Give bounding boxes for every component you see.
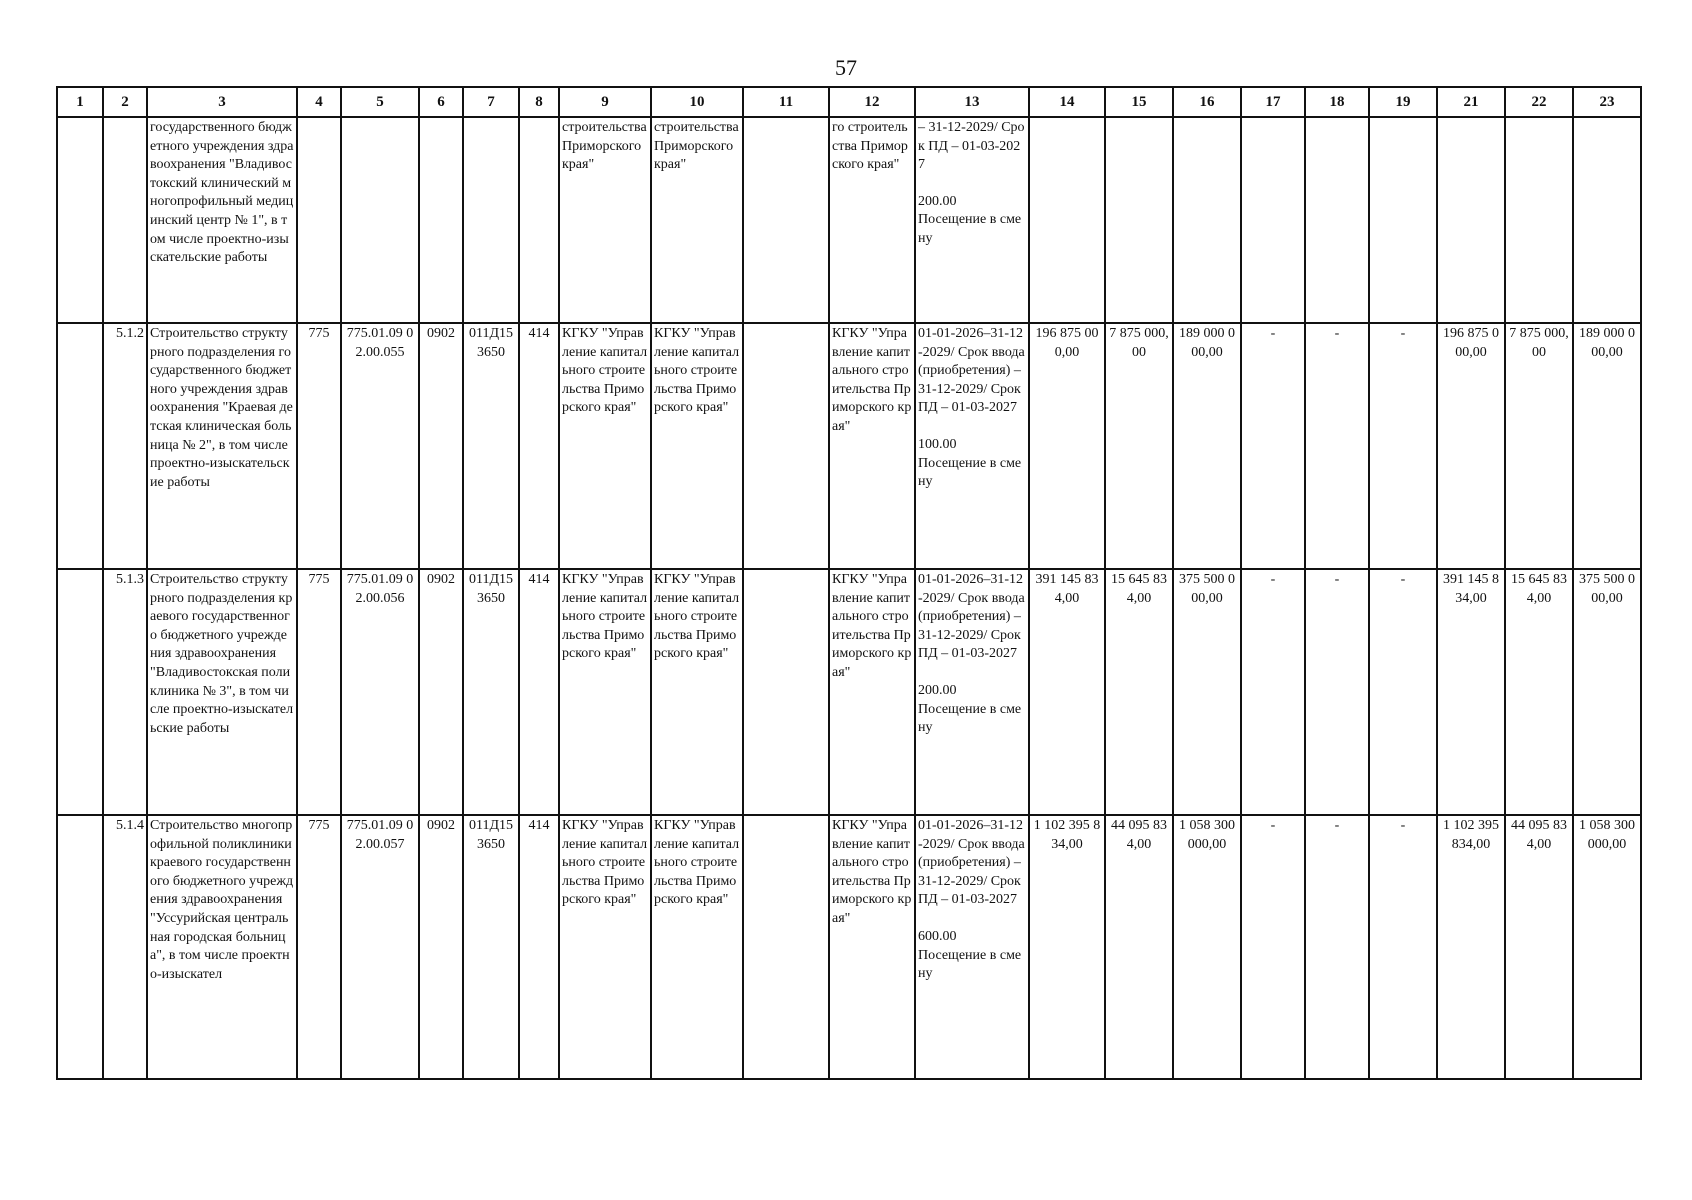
cell-15 xyxy=(1105,117,1173,323)
capacity-value: 200.00 xyxy=(918,193,957,209)
cell-13 xyxy=(915,323,1029,569)
cell-13 xyxy=(915,117,1029,323)
cell-6: 0902 xyxy=(419,323,463,569)
capacity-unit: Посещение в смену xyxy=(918,455,1022,490)
cell-14: 196 875 000,00 xyxy=(1029,323,1105,569)
column-header: 18 xyxy=(1305,87,1369,117)
cell-12: го строительства Приморского края" xyxy=(829,117,915,323)
column-header: 5 xyxy=(341,87,419,117)
cell-4: 775 xyxy=(297,569,341,815)
capacity-value: 200.00 xyxy=(918,682,957,698)
column-header: 14 xyxy=(1029,87,1105,117)
cell-index xyxy=(57,815,103,1079)
cell-object-name: государственного бюджетного учреждения здравоохранения "Владивостокский клинический многопрофильный медицинский центр № 1", в том числе проектно-изыскательские работы xyxy=(147,117,297,323)
cell-17: - xyxy=(1241,323,1305,569)
cell-object-name: Строительство структурного подразделения государственного бюджетного учреждения здравоохранения "Краевая детская клиническая больница № 2", в том числе проектно-изыскательские работы xyxy=(147,323,297,569)
cell-6 xyxy=(419,117,463,323)
column-header: 4 xyxy=(297,87,341,117)
capacity-unit: Посещение в смену xyxy=(918,947,1022,982)
cell-11 xyxy=(743,117,829,323)
term-dates: 01-01-2026–31-12-2029/ Срок ввода (приобретения) – 31-12-2029/ Срок ПД – 01-03-2027 xyxy=(918,818,1025,908)
cell-9: КГКУ "Управление капитального строительства Приморского края" xyxy=(559,815,651,1079)
cell-9: КГКУ "Управление капитального строительства Приморского края" xyxy=(559,569,651,815)
column-header: 16 xyxy=(1173,87,1241,117)
cell-19 xyxy=(1369,117,1437,323)
cell-18: - xyxy=(1305,569,1369,815)
page-number: 57 xyxy=(835,55,857,80)
cell-15: 15 645 834,00 xyxy=(1105,569,1173,815)
cell-14: 1 102 395 834,00 xyxy=(1029,815,1105,1079)
column-header: 19 xyxy=(1369,87,1437,117)
cell-7 xyxy=(463,117,519,323)
capacity-unit: Посещение в смену xyxy=(918,701,1022,736)
cell-22: 7 875 000,00 xyxy=(1505,323,1573,569)
cell-11 xyxy=(743,323,829,569)
header-row xyxy=(57,87,1641,117)
cell-number xyxy=(103,117,147,323)
cell-19: - xyxy=(1369,569,1437,815)
column-header: 3 xyxy=(147,87,297,117)
cell-13 xyxy=(915,815,1029,1079)
cell-22: 15 645 834,00 xyxy=(1505,569,1573,815)
cell-21: 1 102 395 834,00 xyxy=(1437,815,1505,1079)
cell-10: КГКУ "Управление капитального строительства Приморского края" xyxy=(651,323,743,569)
cell-6: 0902 xyxy=(419,815,463,1079)
cell-23: 375 500 000,00 xyxy=(1573,569,1641,815)
column-header: 8 xyxy=(519,87,559,117)
cell-19: - xyxy=(1369,323,1437,569)
cell-23: 189 000 000,00 xyxy=(1573,323,1641,569)
cell-index xyxy=(57,323,103,569)
column-header: 22 xyxy=(1505,87,1573,117)
cell-22 xyxy=(1505,117,1573,323)
column-header: 13 xyxy=(915,87,1029,117)
cell-5 xyxy=(341,117,419,323)
cell-10: строительства Приморского края" xyxy=(651,117,743,323)
cell-object-name: Строительство многопрофильной поликлиники краевого государственного бюджетного учреждения здравоохранения "Уссурийская центральная городская больница", в том числе проектно-изыскател xyxy=(147,815,297,1079)
cell-5: 775.01.09 02.00.055 xyxy=(341,323,419,569)
cell-21: 196 875 000,00 xyxy=(1437,323,1505,569)
cell-9: КГКУ "Управление капитального строительства Приморского края" xyxy=(559,323,651,569)
term-dates: – 31-12-2029/ Срок ПД – 01-03-2027 xyxy=(918,120,1025,173)
cell-index xyxy=(57,569,103,815)
cell-number: 5.1.4 xyxy=(103,815,147,1079)
table-row xyxy=(57,117,1641,323)
cell-17: - xyxy=(1241,815,1305,1079)
cell-22: 44 095 834,00 xyxy=(1505,815,1573,1079)
column-header: 17 xyxy=(1241,87,1305,117)
cell-8: 414 xyxy=(519,569,559,815)
cell-12: КГКУ "Управление капитального строительства Приморского края" xyxy=(829,323,915,569)
cell-index xyxy=(57,117,103,323)
term-dates: 01-01-2026–31-12-2029/ Срок ввода (приобретения) – 31-12-2029/ Срок ПД – 01-03-2027 xyxy=(918,572,1025,662)
cell-21 xyxy=(1437,117,1505,323)
cell-object-name: Строительство структурного подразделения краевого государственного бюджетного учреждения здравоохранения "Владивостокская поликлиника № 3", в том числе проектно-изыскательские работы xyxy=(147,569,297,815)
cell-5: 775.01.09 02.00.056 xyxy=(341,569,419,815)
cell-5: 775.01.09 02.00.057 xyxy=(341,815,419,1079)
cell-15: 7 875 000,00 xyxy=(1105,323,1173,569)
cell-10: КГКУ "Управление капитального строительства Приморского края" xyxy=(651,569,743,815)
cell-7: 011Д15 3650 xyxy=(463,815,519,1079)
cell-number: 5.1.3 xyxy=(103,569,147,815)
cell-18: - xyxy=(1305,815,1369,1079)
cell-4: 775 xyxy=(297,815,341,1079)
cell-17: - xyxy=(1241,569,1305,815)
cell-10: КГКУ "Управление капитального строительства Приморского края" xyxy=(651,815,743,1079)
column-header: 11 xyxy=(743,87,829,117)
cell-23 xyxy=(1573,117,1641,323)
cell-12: КГКУ "Управление капитального строительства Приморского края" xyxy=(829,815,915,1079)
table-row xyxy=(57,569,1641,815)
cell-14 xyxy=(1029,117,1105,323)
cell-6: 0902 xyxy=(419,569,463,815)
table-row xyxy=(57,815,1641,1079)
cell-16: 1 058 300 000,00 xyxy=(1173,815,1241,1079)
cell-21: 391 145 834,00 xyxy=(1437,569,1505,815)
column-header: 7 xyxy=(463,87,519,117)
cell-11 xyxy=(743,815,829,1079)
cell-18 xyxy=(1305,117,1369,323)
cell-12: КГКУ "Управление капитального строительства Приморского края" xyxy=(829,569,915,815)
cell-16: 189 000 000,00 xyxy=(1173,323,1241,569)
column-header: 10 xyxy=(651,87,743,117)
capacity-unit: Посещение в смену xyxy=(918,212,1022,246)
capacity-value: 600.00 xyxy=(918,928,957,944)
cell-8: 414 xyxy=(519,815,559,1079)
cell-8 xyxy=(519,117,559,323)
cell-7: 011Д15 3650 xyxy=(463,323,519,569)
cell-8: 414 xyxy=(519,323,559,569)
table-row xyxy=(57,323,1641,569)
column-header: 21 xyxy=(1437,87,1505,117)
cell-16 xyxy=(1173,117,1241,323)
column-header: 2 xyxy=(103,87,147,117)
cell-4 xyxy=(297,117,341,323)
column-header: 15 xyxy=(1105,87,1173,117)
budget-table xyxy=(56,86,1642,1080)
cell-number: 5.1.2 xyxy=(103,323,147,569)
column-header: 1 xyxy=(57,87,103,117)
cell-11 xyxy=(743,569,829,815)
column-header: 12 xyxy=(829,87,915,117)
column-header: 23 xyxy=(1573,87,1641,117)
cell-23: 1 058 300 000,00 xyxy=(1573,815,1641,1079)
cell-16: 375 500 000,00 xyxy=(1173,569,1241,815)
column-header: 6 xyxy=(419,87,463,117)
cell-13 xyxy=(915,569,1029,815)
cell-9: строительства Приморского края" xyxy=(559,117,651,323)
cell-7: 011Д15 3650 xyxy=(463,569,519,815)
cell-4: 775 xyxy=(297,323,341,569)
cell-19: - xyxy=(1369,815,1437,1079)
capacity-value: 100.00 xyxy=(918,436,957,452)
cell-17 xyxy=(1241,117,1305,323)
column-header: 9 xyxy=(559,87,651,117)
cell-18: - xyxy=(1305,323,1369,569)
term-dates: 01-01-2026–31-12-2029/ Срок ввода (приобретения) – 31-12-2029/ Срок ПД – 01-03-2027 xyxy=(918,326,1025,416)
cell-15: 44 095 834,00 xyxy=(1105,815,1173,1079)
cell-14: 391 145 834,00 xyxy=(1029,569,1105,815)
